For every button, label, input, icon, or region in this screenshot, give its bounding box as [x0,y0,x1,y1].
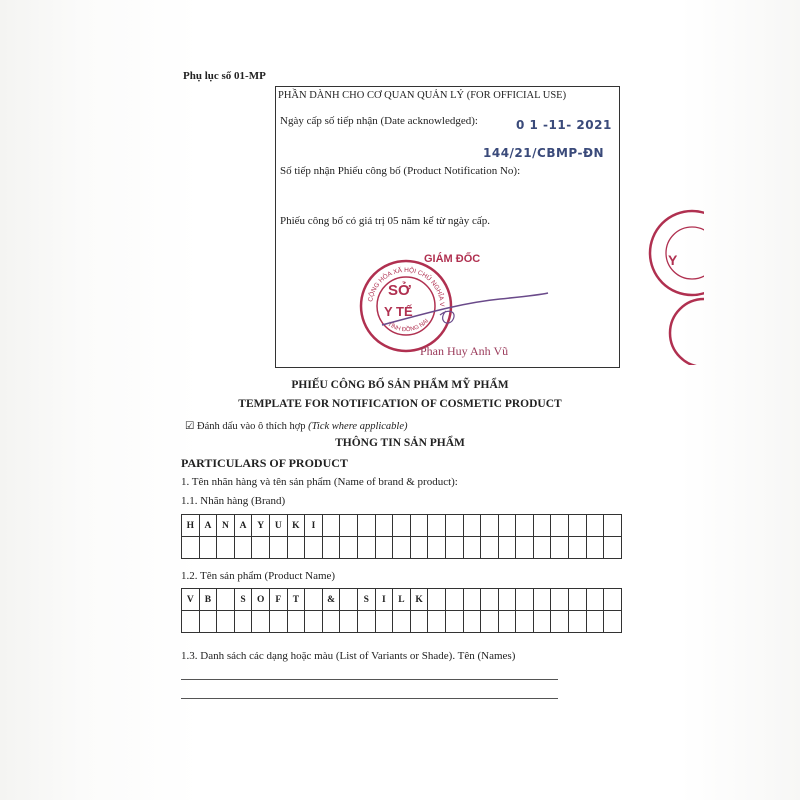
product-empty-cell [534,589,552,611]
checkbox-icon: ☑ [185,421,195,432]
product-empty-cell [393,611,411,633]
product-empty-cell [358,611,376,633]
product-empty-cell [516,611,534,633]
item-1: 1. Tên nhãn hàng và tên sản phẩm (Name of brand & product): [181,476,458,488]
product-letter-cell: & [323,589,341,611]
item-1-1: 1.1. Nhãn hàng (Brand) [181,495,286,507]
brand-empty-cell [499,515,517,537]
product-letter-cell [340,589,358,611]
validity-text: Phiếu công bố có giá trị 05 năm kể từ ngày cấp. [280,215,491,227]
product-empty-cell [446,611,464,633]
product-empty-cell [428,589,446,611]
brand-empty-cell [481,537,499,559]
section-vi: THÔNG TIN SẢN PHẨM [335,437,465,449]
product-letter-cell: O [252,589,270,611]
item-1-3: 1.3. Danh sách các dạng hoặc màu (List of Variants or Shade). Tên (Names) [181,650,516,662]
brand-empty-cell [446,537,464,559]
date-acknowledged-value: 0 1 -11- 2021 [516,118,612,132]
product-empty-cell [270,611,288,633]
product-empty-cell [252,611,270,633]
product-empty-cell [569,589,587,611]
brand-empty-cell [340,515,358,537]
product-empty-cell [340,611,358,633]
brand-empty-cell [182,537,200,559]
product-letter-cell: F [270,589,288,611]
notification-number-label: Số tiếp nhận Phiếu công bố (Product Notification No): [280,165,521,177]
product-letter-cell: L [393,589,411,611]
brand-letter-cell: K [288,515,306,537]
tick-instruction-en: (Tick where applicable) [308,421,408,432]
product-empty-cell [323,611,341,633]
product-empty-cell [551,589,569,611]
product-empty-cell [534,611,552,633]
partial-stamp [644,205,704,365]
item-1-2: 1.2. Tên sản phẩm (Product Name) [181,570,336,582]
product-empty-cell [604,589,622,611]
date-acknowledged-label: Ngày cấp số tiếp nhận (Date acknowledged): [280,115,478,127]
product-empty-cell [464,589,482,611]
brand-empty-cell [604,537,622,559]
product-empty-cell [587,611,605,633]
brand-empty-cell [252,537,270,559]
product-letter-cell: T [288,589,306,611]
product-empty-cell [288,611,306,633]
brand-empty-cell [499,537,517,559]
brand-empty-cell [428,537,446,559]
product-empty-cell [182,611,200,633]
product-letter-cell: B [200,589,218,611]
brand-empty-cell [270,537,288,559]
brand-empty-cell [340,537,358,559]
brand-empty-cell [587,537,605,559]
tick-instruction [185,420,408,432]
brand-empty-cell [305,537,323,559]
brand-letter-cell: A [200,515,218,537]
product-letter-cell: I [376,589,394,611]
brand-empty-cell [376,537,394,559]
stamp-title: GIÁM ĐỐC [424,253,481,265]
notification-number-value: 144/21/CBMP-ĐN [483,146,605,160]
product-empty-cell [604,611,622,633]
signature-scribble [380,285,550,340]
product-empty-cell [464,611,482,633]
brand-empty-cell [323,537,341,559]
product-empty-cell [428,611,446,633]
product-empty-cell [305,611,323,633]
product-letter-cell [305,589,323,611]
brand-empty-cell [393,537,411,559]
brand-empty-cell [446,515,464,537]
brand-empty-cell [235,537,253,559]
brand-empty-cell [200,537,218,559]
product-letter-cell [217,589,235,611]
brand-empty-cell [464,515,482,537]
product-empty-cell [411,611,429,633]
brand-letter-grid [181,514,622,559]
brand-empty-cell [551,537,569,559]
brand-letter-cell: H [182,515,200,537]
brand-empty-cell [481,515,499,537]
official-box-title: PHẦN DÀNH CHO CƠ QUAN QUẢN LÝ (FOR OFFICIAL USE) [278,90,567,101]
product-letter-cell: V [182,589,200,611]
brand-empty-cell [323,515,341,537]
stamp-center-line2: Y TẾ [384,304,413,319]
brand-empty-cell [551,515,569,537]
brand-empty-cell [516,515,534,537]
product-letter-cell: S [235,589,253,611]
brand-empty-cell [569,515,587,537]
brand-empty-cell [516,537,534,559]
heading-en: TEMPLATE FOR NOTIFICATION OF COSMETIC PRODUCT [238,398,562,410]
brand-empty-cell [534,537,552,559]
product-empty-cell [200,611,218,633]
brand-letter-cell: U [270,515,288,537]
product-empty-cell [376,611,394,633]
brand-empty-cell [393,515,411,537]
product-empty-cell [499,589,517,611]
brand-empty-cell [569,537,587,559]
brand-empty-cell [217,537,235,559]
product-empty-cell [499,611,517,633]
product-letter-cell: K [411,589,429,611]
partial-stamp-letter: Y [668,252,678,268]
brand-empty-cell [358,515,376,537]
brand-letter-cell: I [305,515,323,537]
product-letter-cell: S [358,589,376,611]
product-empty-cell [516,589,534,611]
product-empty-cell [569,611,587,633]
brand-empty-cell [428,515,446,537]
product-empty-cell [481,611,499,633]
tick-instruction-vi: Đánh dấu vào ô thích hợp [197,421,306,432]
product-empty-cell [217,611,235,633]
brand-empty-cell [358,537,376,559]
product-empty-cell [587,589,605,611]
brand-empty-cell [411,537,429,559]
product-empty-cell [446,589,464,611]
brand-letter-cell: N [217,515,235,537]
brand-letter-cell: A [235,515,253,537]
brand-empty-cell [464,537,482,559]
product-letter-grid [181,588,622,633]
product-empty-cell [481,589,499,611]
variant-line-1 [181,679,558,680]
stamp-ring-text: CỘNG HÒA XÃ HỘI CHỦ NGHĨA V [367,266,446,307]
brand-empty-cell [376,515,394,537]
stamp-ring-bottom: TỈNH ĐỒNG NAI [386,318,431,334]
brand-empty-cell [288,537,306,559]
product-empty-cell [551,611,569,633]
brand-empty-cell [411,515,429,537]
brand-empty-cell [604,515,622,537]
section-en: PARTICULARS OF PRODUCT [181,456,348,470]
variant-line-2 [181,698,558,699]
heading-vi: PHIẾU CÔNG BỐ SẢN PHẨM MỸ PHẨM [291,379,509,391]
stamp-center-line1: SỞ [388,282,411,299]
brand-letter-cell: Y [252,515,270,537]
signatory-name: Phan Huy Anh Vũ [420,344,509,358]
brand-empty-cell [587,515,605,537]
product-empty-cell [235,611,253,633]
brand-empty-cell [534,515,552,537]
appendix-label: Phụ lục số 01-MP [183,70,266,82]
